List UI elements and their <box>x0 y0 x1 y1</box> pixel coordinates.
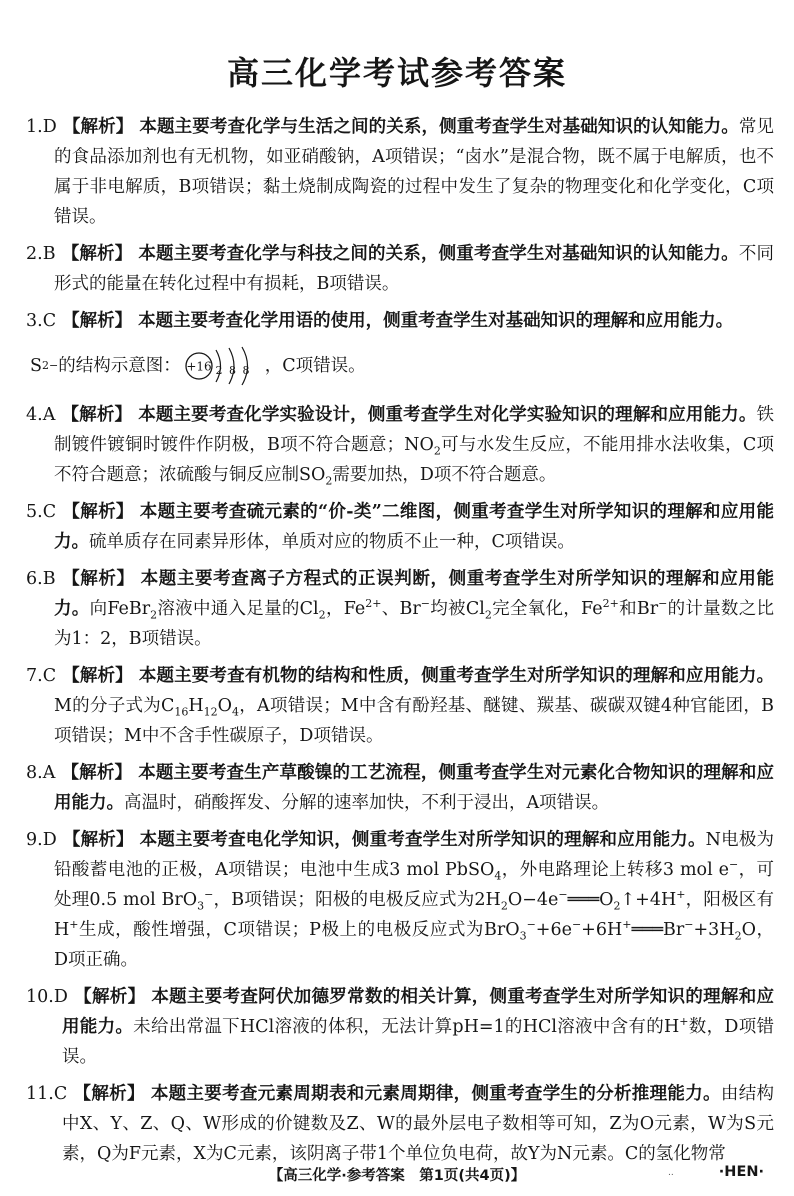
analysis-tag: 【解析】 <box>62 311 133 331</box>
answer-item-5 <box>26 497 774 557</box>
item-body: O−4e <box>507 890 559 910</box>
item-lead: 本题主要考查化学实验设计，侧重考查学生对化学实验知识的理解和应用能力。 <box>138 405 757 425</box>
item-answer: D <box>53 987 68 1007</box>
subscript: 4 <box>232 705 240 719</box>
answer-item-2 <box>26 239 774 299</box>
nucleus-charge: +16 <box>186 359 212 374</box>
item-answer: C <box>53 1084 68 1104</box>
item-number: 2. <box>26 244 43 264</box>
subscript: 3 <box>519 929 527 943</box>
superscript: + <box>622 918 632 932</box>
superscript: + <box>69 918 79 932</box>
item-body: ，B项错误；阳极的电极反应式为2H <box>213 890 501 910</box>
subscript: 2 <box>484 608 492 622</box>
item-number: 4. <box>26 405 43 425</box>
item-number: 5. <box>26 502 43 522</box>
superscript: − <box>729 858 739 872</box>
item-number: 9. <box>26 830 43 850</box>
item-answer: D <box>42 830 57 850</box>
item-body: ，可处理0.5 mol BrO <box>54 860 775 910</box>
item-body: O <box>217 696 233 716</box>
answer-item-4 <box>26 400 774 490</box>
superscript: + <box>676 888 686 902</box>
footer-dots: .. <box>668 1168 674 1178</box>
subscript: 12 <box>203 705 218 719</box>
item-body: 均被Cl <box>430 599 485 619</box>
item-number: 3. <box>26 311 43 331</box>
item-answer: B <box>42 569 56 589</box>
item-body: ，外电路理论上转移3 mol e <box>501 860 729 880</box>
item-body: 未给出常温下HCl溶液的体积，无法计算pH=1的HCl溶液中含有的H <box>133 1017 680 1037</box>
subscript: 16 <box>174 705 189 719</box>
item-lead: 本题主要考查化学与生活之间的关系，侧重考查学生对基础知识的认知能力。 <box>139 117 739 137</box>
item-answer: A <box>42 763 56 783</box>
shell-3-electrons: 8 <box>242 364 250 377</box>
item-lead: 本题主要考查硫元素的“价-类”二维图，侧重考查学生对所学知识的理解和应用能力。 <box>54 502 774 552</box>
item-body: 由结构中X、Y、Z、Q、W形成的价键数及Z、W的最外层电子数相等可知，Z为O元素，W为S元素，Q为F元素，X为C元素，该阴离子带1个单位负电荷，故Y为N元素。C的氢化物常 <box>62 1084 775 1164</box>
item-answer: A <box>42 405 56 425</box>
analysis-tag: 【解析】 <box>61 569 135 589</box>
item-body: O，D项正确。 <box>54 920 774 970</box>
diagram-label: 的结构示意图： <box>58 356 181 376</box>
item-body: 、Br <box>381 599 421 619</box>
answer-item-3 <box>26 306 774 336</box>
item-body: 需要加热，D项不符合题意。 <box>332 465 557 485</box>
shell-2-electrons: 8 <box>228 364 236 377</box>
item-body: 常见的食品添加剂也有无机物，如亚硝酸钠，A项错误；“卤水”是混合物，既不属于电解质，也不属于非电解质，B项错误；黏土烧制成陶瓷的过程中发生了复杂的物理变化和化学变化，C项错误。 <box>54 117 775 227</box>
item-body: M的分子式为C <box>54 696 175 716</box>
subscript: 3 <box>197 899 205 913</box>
ion-symbol: S <box>30 356 42 376</box>
item-body: H <box>188 696 204 716</box>
item-lead: 本题主要考查电化学知识，侧重考查学生对所学知识的理解和应用能力。 <box>139 830 706 850</box>
superscript: − <box>204 888 214 902</box>
item-lead: 本题主要考查阿伏加德罗常数的相关计算，侧重考查学生对所学知识的理解和应用能力。 <box>62 987 775 1037</box>
subscript: 2 <box>433 444 441 458</box>
item-body: 向FeBr <box>89 599 151 619</box>
subscript: 2 <box>325 474 333 488</box>
superscript: − <box>571 918 582 932</box>
item-body: 不同形式的能量在转化过程中有损耗，B项错误。 <box>54 244 775 294</box>
item-lead: 本题主要考查生产草酸镍的工艺流程，侧重考查学生对元素化合物知识的理解和应用能力。 <box>54 763 775 813</box>
item-lead: 本题主要考查离子方程式的正误判断，侧重考查学生对所学知识的理解和应用能力。 <box>54 569 775 619</box>
answer-item-6 <box>26 564 774 654</box>
subscript: 2 <box>734 929 742 943</box>
item-answer: D <box>42 117 57 137</box>
superscript: − <box>526 918 536 932</box>
item-body: 高温时，硝酸挥发、分解的速率加快，不利于浸出，A项错误。 <box>124 793 610 813</box>
subscript: 2 <box>500 899 508 913</box>
subscript: 2 <box>613 899 621 913</box>
item-body: 完全氧化，Fe <box>491 599 603 619</box>
item-body: 铁制镀件镀铜时镀件作阴极，B项不符合题意；NO <box>54 405 775 455</box>
analysis-tag: 【解析】 <box>61 763 133 783</box>
answer-list <box>26 112 774 1176</box>
item-body: 可与水发生反应，不能用排水法收集，C项不符合题意；浓硫酸与铜反应制SO <box>54 435 774 485</box>
analysis-tag: 【解析】 <box>62 830 134 850</box>
item-body: +6e <box>535 920 572 940</box>
answer-item-7 <box>26 661 774 751</box>
answer-item-1 <box>26 112 774 232</box>
item-body: 的计量数之比为1：2，B项错误。 <box>54 599 774 649</box>
diagram-after: ，C项错误。 <box>264 356 366 376</box>
superscript: − <box>558 888 568 902</box>
analysis-tag: 【解析】 <box>61 244 133 264</box>
page-title: 高三化学考试参考答案 <box>226 54 567 92</box>
footer-page-info: 【高三化学·参考答案 第1页(共4页)】 <box>268 1168 526 1184</box>
item-body: N电极为铅酸蓄电池的正极，A项错误；电池中生成3 mol PbSO <box>54 830 775 880</box>
item-number: 10. <box>26 987 54 1007</box>
item-lead: 本题主要考查有机物的结构和性质，侧重考查学生对所学知识的理解和应用能力。 <box>138 666 775 686</box>
item-body: ═══Br <box>631 920 685 940</box>
superscript: − <box>684 918 694 932</box>
item-answer: C <box>42 502 57 522</box>
item-number: 8. <box>26 763 43 783</box>
item-answer: C <box>42 666 57 686</box>
item-body: 生成，酸性增强，C项错误；P极上的电极反应式为BrO <box>78 920 520 940</box>
analysis-tag: 【解析】 <box>62 502 134 522</box>
superscript: 2+ <box>602 597 619 611</box>
subscript: 2 <box>318 608 326 622</box>
item-number: 1. <box>26 117 43 137</box>
item-number: 6. <box>26 569 43 589</box>
subscript: 2 <box>150 608 158 622</box>
answer-item-10 <box>26 982 774 1072</box>
item-body: 硫单质存在同素异形体，单质对应的物质不止一种，C项错误。 <box>89 532 575 552</box>
item-answer: B <box>42 244 56 264</box>
superscript: − <box>658 597 668 611</box>
item-lead: 本题主要考查化学与科技之间的关系，侧重考查学生对基础知识的认知能力。 <box>138 244 739 264</box>
answer-item-11 <box>26 1079 774 1169</box>
footer-code: ·HEN· <box>718 1164 764 1180</box>
analysis-tag: 【解析】 <box>61 405 133 425</box>
item-number: 7. <box>26 666 43 686</box>
answer-item-9 <box>26 825 774 975</box>
item-body: ，阳极区有H <box>54 890 774 940</box>
item-number: 11. <box>26 1084 54 1104</box>
item-body: ↑+4H <box>620 890 677 910</box>
item-answer: C <box>42 311 57 331</box>
analysis-tag: 【解析】 <box>62 117 134 137</box>
atomic-structure-line: S 2− 的结构示意图： +16 2 8 8 ，C项错误。 <box>30 346 774 386</box>
analysis-tag: 【解析】 <box>73 987 146 1007</box>
analysis-tag: 【解析】 <box>62 666 133 686</box>
answer-item-8 <box>26 758 774 818</box>
item-lead: 本题主要考查元素周期表和元素周期律，侧重考查学生的分析推理能力。 <box>150 1084 721 1104</box>
sulfide-ion-structure-diagram <box>183 346 263 386</box>
shell-1-electrons: 2 <box>215 364 223 377</box>
item-body: ，A项错误；M中含有酚羟基、醚键、羰基、碳碳双键4种官能团，B项错误；M中不含手性碳原子，D项错误。 <box>54 696 774 746</box>
item-body: ═══O <box>567 890 614 910</box>
item-body: +6H <box>581 920 623 940</box>
subscript: 4 <box>494 869 502 883</box>
superscript: + <box>679 1015 689 1029</box>
item-body: 数，D项错误。 <box>62 1017 774 1067</box>
analysis-tag: 【解析】 <box>73 1084 145 1104</box>
item-body: 和Br <box>618 599 659 619</box>
item-body: +3H <box>693 920 735 940</box>
superscript: 2+ <box>365 597 382 611</box>
item-body: 溶液中通入足量的Cl <box>157 599 319 619</box>
item-body: ，Fe <box>325 599 366 619</box>
item-lead: 本题主要考查化学用语的使用，侧重考查学生对基础知识的理解和应用能力。 <box>138 311 734 331</box>
superscript: − <box>420 597 430 611</box>
